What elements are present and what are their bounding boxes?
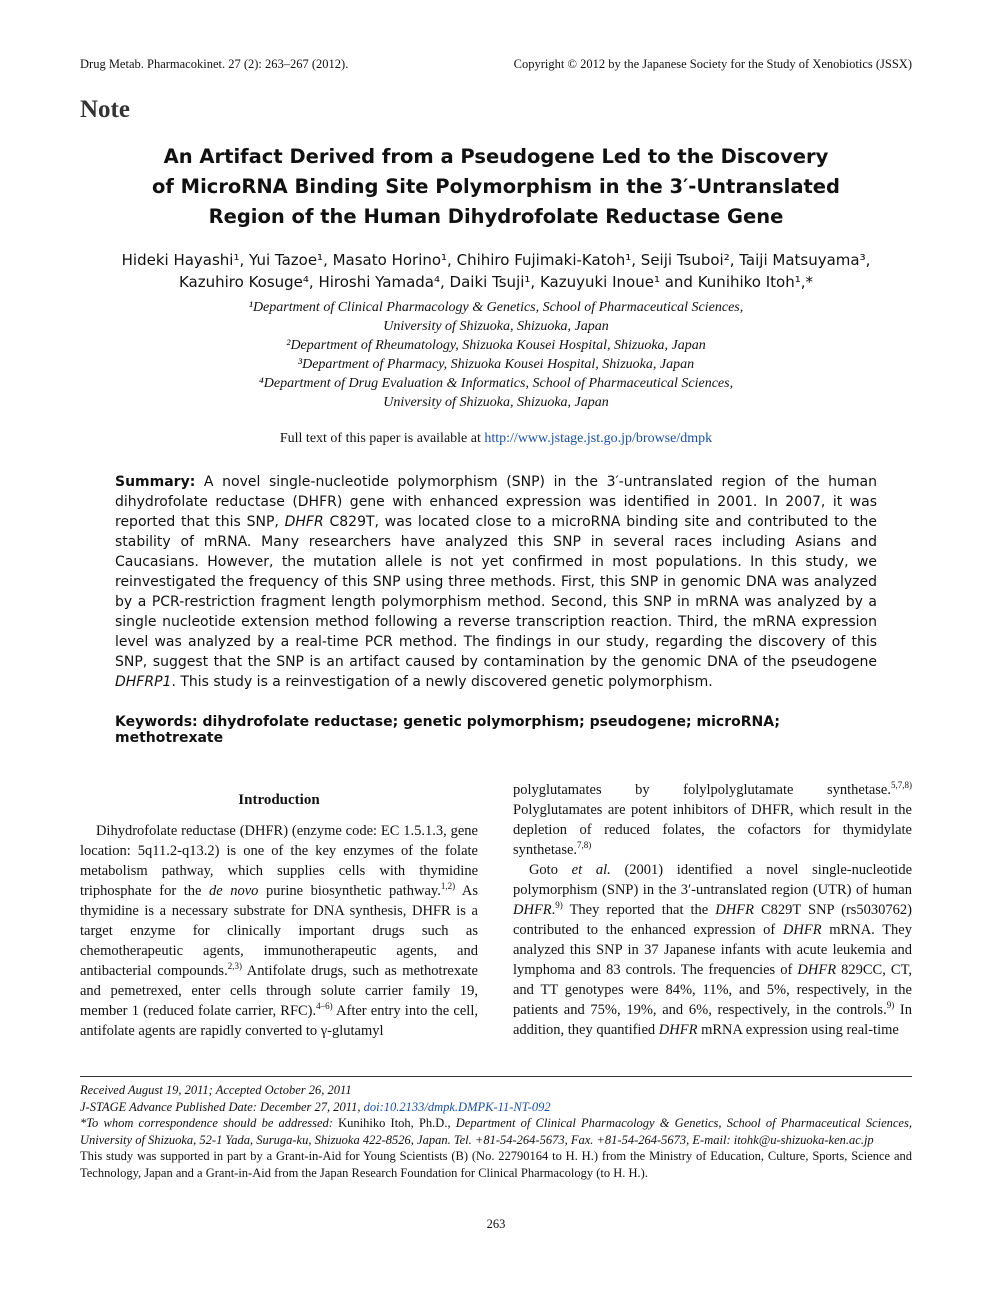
footnotes bbox=[80, 1082, 912, 1182]
body-text: . bbox=[551, 902, 556, 918]
copyright-notice: Copyright © 2012 by the Japanese Society for the Study of Xenobiotics (JSSX) bbox=[513, 57, 912, 71]
funding-statement: This study was supported in part by a Grant-in-Aid for Young Scientists (B) (No. 22790164 to H. H.) from the Ministry of Education, Culture, Sports, Science and Technology, Japan and a Grant-in-Aid from the Japan Research Foundation for Clinical Pharmacology (to H. H.). bbox=[80, 1149, 912, 1180]
italic-term: de novo bbox=[209, 883, 259, 899]
body-text: mRNA expression using real-time bbox=[697, 1022, 899, 1038]
article-type-label: Note bbox=[80, 96, 130, 123]
affiliation-line: University of Shizuoka, Shizuoka, Japan bbox=[383, 395, 609, 410]
correspondence-name: Kunihiko Itoh, Ph.D., bbox=[332, 1116, 456, 1131]
body-paragraph bbox=[513, 860, 912, 1040]
doi-link[interactable]: doi:10.2133/dmpk.DMPK-11-NT-092 bbox=[363, 1099, 551, 1114]
right-column bbox=[513, 780, 912, 1040]
author-line: Kazuhiro Kosuge⁴, Hiroshi Yamada⁴, Daiki Tsuji¹, Kazuyuki Inoue¹ and Kunihiko Itoh¹,* bbox=[178, 273, 814, 291]
summary-text: . This study is a reinvestigation of a newly discovered genetic polymorphism. bbox=[171, 674, 713, 690]
section-heading-introduction: Introduction bbox=[238, 792, 320, 808]
affiliations bbox=[80, 298, 912, 412]
article-title bbox=[80, 142, 912, 232]
jstage-date bbox=[80, 1099, 912, 1116]
citation-ref[interactable]: 2,3) bbox=[227, 961, 242, 972]
body-text: After entry into the cell, antifolate agents are rapidly converted to γ-glutamyl bbox=[80, 1003, 478, 1039]
gene-name: DHFR bbox=[658, 1022, 698, 1038]
affiliation-line: ³Department of Pharmacy, Shizuoka Kousei Hospital, Shizuoka, Japan bbox=[297, 357, 695, 372]
title-line: of MicroRNA Binding Site Polymorphism in the 3′-Untranslated bbox=[152, 175, 840, 198]
summary-text: A novel single-nucleotide polymorphism (SNP) in the 3′-untranslated region of the human dihydrofolate reductase (DHFR) gene with enhanced expression was identified in 2001. In 2007, it was reported that this SNP, bbox=[115, 474, 877, 530]
body-text: polyglutamates by folylpolyglutamate synthetase. bbox=[513, 782, 891, 798]
title-line: Region of the Human Dihydrofolate Reductase Gene bbox=[208, 205, 784, 228]
left-column bbox=[80, 790, 478, 1041]
footnote-divider bbox=[80, 1076, 912, 1077]
affiliation-line: University of Shizuoka, Shizuoka, Japan bbox=[383, 319, 609, 334]
body-text: C829T SNP (rs5030762) contributed to the enhanced expression of bbox=[513, 902, 912, 938]
title-line: An Artifact Derived from a Pseudogene Led to the Discovery bbox=[163, 145, 829, 168]
body-text: (2001) identified a novel single-nucleotide polymorphism (SNP) in the 3′-untranslated region (UTR) of human bbox=[513, 862, 913, 898]
body-paragraph bbox=[513, 780, 912, 860]
jstage-text: J-STAGE Advance Published Date: December 27, 2011, bbox=[80, 1099, 364, 1114]
body-text: purine biosynthetic pathway. bbox=[258, 883, 441, 899]
gene-name: DHFR bbox=[284, 514, 324, 530]
fulltext-prefix: Full text of this paper is available at bbox=[279, 431, 485, 446]
body-text: Antifolate drugs, such as methotrexate and pemetrexed, enter cells through solute carrier family 19, member 1 (reduced folate carrier, RFC). bbox=[80, 963, 478, 1019]
fulltext-link[interactable]: http://www.jstage.jst.go.jp/browse/dmpk bbox=[484, 431, 713, 446]
citation-ref[interactable]: 7,8) bbox=[577, 840, 592, 851]
summary-text: C829T, was located close to a microRNA binding site and contributed to the stability of mRNA. Many researchers have analyzed this SNP in several races including Asians and Caucasians. However, the mutation allele is not yet confirmed in most populations. In this study, we reinvestigated the frequency of this SNP using three methods. First, this SNP in genomic DNA was analyzed by a PCR-restriction fragment length polymorphism method. Second, this SNP in mRNA was analyzed by a single nucleotide extension method following a reverse transcription reaction. Third, the mRNA expression level was analyzed by a real-time PCR method. The findings in our study, regarding the discovery of this SNP, suggest that the SNP is an artifact caused by contamination by the genomic DNA of the pseudogene bbox=[115, 514, 877, 670]
gene-name: DHFR bbox=[782, 922, 822, 938]
correspondence-address: Department of Clinical Pharmacology & Genetics, School of Pharmaceutical Sciences, University of Shizuoka, 52-1 Yada, Suruga-ku, Shizuoka 422-8526, Japan. Tel. +81-54-264-5673, Fax. +81-54-264-5673, E-mail: itohk@u-shizuoka-ken.ac.jp bbox=[80, 1116, 912, 1147]
correspondence bbox=[80, 1115, 912, 1148]
fulltext-notice bbox=[80, 431, 912, 447]
body-text: 829CC, CT, and TT genotypes were 84%, 11%, and 5%, respectively, in the patients and 75%, 19%, and 6%, respectively, in the controls. bbox=[513, 962, 912, 1018]
received-dates: Received August 19, 2011; Accepted October 26, 2011 bbox=[80, 1083, 352, 1097]
affiliation-line: ²Department of Rheumatology, Shizuoka Kousei Hospital, Shizuoka, Japan bbox=[286, 338, 706, 353]
gene-name: DHFR bbox=[513, 902, 552, 918]
body-text: Goto bbox=[528, 862, 572, 878]
keywords: Keywords: dihydrofolate reductase; genetic polymorphism; pseudogene; microRNA; methotrexate bbox=[115, 714, 780, 746]
affiliation-line: ¹Department of Clinical Pharmacology & Genetics, School of Pharmaceutical Sciences, bbox=[248, 300, 744, 315]
summary-label: Summary: bbox=[115, 474, 196, 490]
body-text: As thymidine is a necessary substrate for DNA synthesis, DHFR is a target enzyme for clinically important drugs such as chemotherapeutic agents, immunotherapeutic agents, and antibacterial compounds. bbox=[80, 883, 478, 979]
citation-ref[interactable]: 9) bbox=[555, 900, 563, 911]
gene-name: DHFRP1 bbox=[115, 674, 172, 690]
citation-ref[interactable]: 9) bbox=[886, 1000, 895, 1011]
gene-name: DHFR bbox=[715, 902, 754, 918]
journal-citation: Drug Metab. Pharmacokinet. 27 (2): 263–267 (2012). bbox=[80, 57, 349, 71]
citation-ref[interactable]: 5,7,8) bbox=[891, 780, 912, 791]
correspondence-label: *To whom correspondence should be addressed: bbox=[80, 1116, 333, 1131]
body-text: They reported that the bbox=[562, 902, 716, 918]
body-text: In addition, they quantified bbox=[513, 1002, 912, 1038]
body-text: mRNA. They analyzed this SNP in 37 Japanese infants with acute leukemia and lymphoma and 83 controls. The frequencies of bbox=[513, 922, 912, 978]
page-number: 263 bbox=[486, 1217, 506, 1231]
body-text: Polyglutamates are potent inhibitors of DHFR, which result in the depletion of reduced folates, the cofactors for thymidylate synthetase. bbox=[513, 802, 912, 858]
author-line: Hideki Hayashi¹, Yui Tazoe¹, Masato Horino¹, Chihiro Fujimaki-Katoh¹, Seiji Tsuboi², Taiji Matsuyama³, bbox=[121, 251, 871, 269]
citation-ref[interactable]: 1,2) bbox=[440, 881, 456, 892]
body-text: Dihydrofolate reductase (DHFR) (enzyme code: EC 1.5.1.3, gene location: 5q11.2-q13.2) is one of the key enzymes of the folate metabolism pathway, which supplies cells with thymidine triphosphate for the bbox=[80, 823, 478, 899]
body-paragraph bbox=[80, 821, 478, 1041]
citation-ref[interactable]: 4–6) bbox=[316, 1001, 333, 1012]
summary-abstract bbox=[115, 472, 877, 692]
gene-name: DHFR bbox=[797, 962, 837, 978]
affiliation-line: ⁴Department of Drug Evaluation & Informatics, School of Pharmaceutical Sciences, bbox=[258, 376, 734, 391]
author-list bbox=[80, 249, 912, 293]
italic-term: et al. bbox=[571, 862, 611, 878]
